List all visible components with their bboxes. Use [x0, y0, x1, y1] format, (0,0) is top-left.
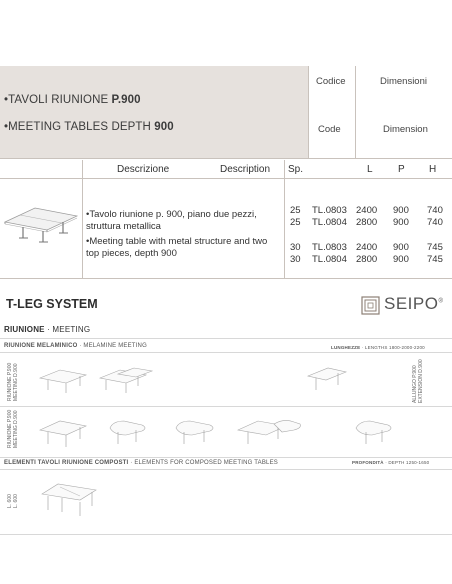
lunghezze-note: LUNGHEZZE · LENGTHS 1800-2000-2200 [331, 345, 425, 350]
title-italian: •TAVOLI RIUNIONE P.900 [4, 94, 141, 106]
seipo-logo-mark-icon [361, 296, 381, 316]
row-code: TL.0803 [312, 205, 347, 216]
row3-label: L. 600 [7, 494, 13, 508]
row-code: TL.0804 [312, 217, 347, 228]
row-p: 900 [393, 217, 409, 228]
code-label: Code [318, 124, 341, 135]
seipo-logo: SEIPO® [384, 294, 444, 313]
header-divider [308, 66, 309, 158]
description-italian: •Tavolo riunione p. 900, piano due pezzi, struttura metallica [86, 209, 257, 232]
row2-label: RIUNIONE P.900 [7, 409, 13, 448]
row1-label: MEETING D.900 [13, 363, 19, 401]
row2-label: MEETING D.900 [13, 410, 19, 448]
row-sp: 30 [290, 242, 301, 253]
row-p: 900 [393, 205, 409, 216]
section-line [0, 457, 452, 458]
system-title: T-LEG SYSTEM [6, 297, 98, 311]
row-sp: 25 [290, 217, 301, 228]
section-line [0, 406, 452, 407]
profondita-note: PROFONDITÀ · DEPTH 1250-1650 [352, 460, 430, 465]
row-l: 2400 [356, 205, 378, 216]
subsection-composed: ELEMENTI TAVOLI RIUNIONE COMPOSTI · ELEMENTS FOR COMPOSED MEETING TABLES [4, 460, 278, 466]
section-line [0, 469, 452, 470]
column-sp: Sp. [288, 164, 304, 175]
column-header-line [0, 178, 452, 179]
meeting-table-image [3, 190, 79, 250]
row-h: 740 [427, 205, 443, 216]
allungo-label: EXTENSION D.900 [418, 359, 424, 403]
column-p: P [398, 164, 405, 175]
row-p: 900 [393, 242, 409, 253]
row-code: TL.0804 [312, 254, 347, 265]
column-l: L [367, 164, 373, 175]
section-riunione: RIUNIONE · MEETING [4, 325, 91, 334]
title-english: •MEETING TABLES DEPTH 900 [4, 121, 174, 133]
column-h: H [429, 164, 437, 175]
row3-label: L. 600 [13, 494, 19, 508]
header-divider [355, 66, 356, 158]
allungo-label: ALLUNGO P.900 [412, 365, 418, 403]
row-l: 2800 [356, 254, 378, 265]
row3-table-drawing [40, 474, 110, 520]
column-description: Description [220, 164, 271, 175]
row-sp: 30 [290, 254, 301, 265]
row2-table-drawings [38, 410, 408, 456]
row-p: 900 [393, 254, 409, 265]
row-l: 2400 [356, 242, 378, 253]
row-h: 740 [427, 217, 443, 228]
section-line [0, 534, 452, 535]
header-bottom-line [0, 158, 452, 159]
row-h: 745 [427, 242, 443, 253]
dimensioni-label: Dimensioni [380, 76, 427, 87]
row-code: TL.0803 [312, 242, 347, 253]
dimension-label: Dimension [383, 124, 428, 135]
row-l: 2800 [356, 217, 378, 228]
table-bottom-line [0, 278, 452, 279]
row1-table-drawings [38, 360, 348, 404]
section-line [0, 352, 452, 353]
description-english: •Meeting table with metal structure and two top pieces, depth 900 [86, 236, 268, 259]
section-line [0, 338, 452, 339]
column-descrizione: Descrizione [117, 164, 170, 175]
subsection-melamine: RIUNIONE MELAMINICO · MELAMINE MEETING [4, 343, 147, 349]
row1-label: RIUNIONE P.900 [7, 362, 13, 401]
row-sp: 25 [290, 205, 301, 216]
row-h: 745 [427, 254, 443, 265]
codice-label: Codice [316, 76, 346, 87]
